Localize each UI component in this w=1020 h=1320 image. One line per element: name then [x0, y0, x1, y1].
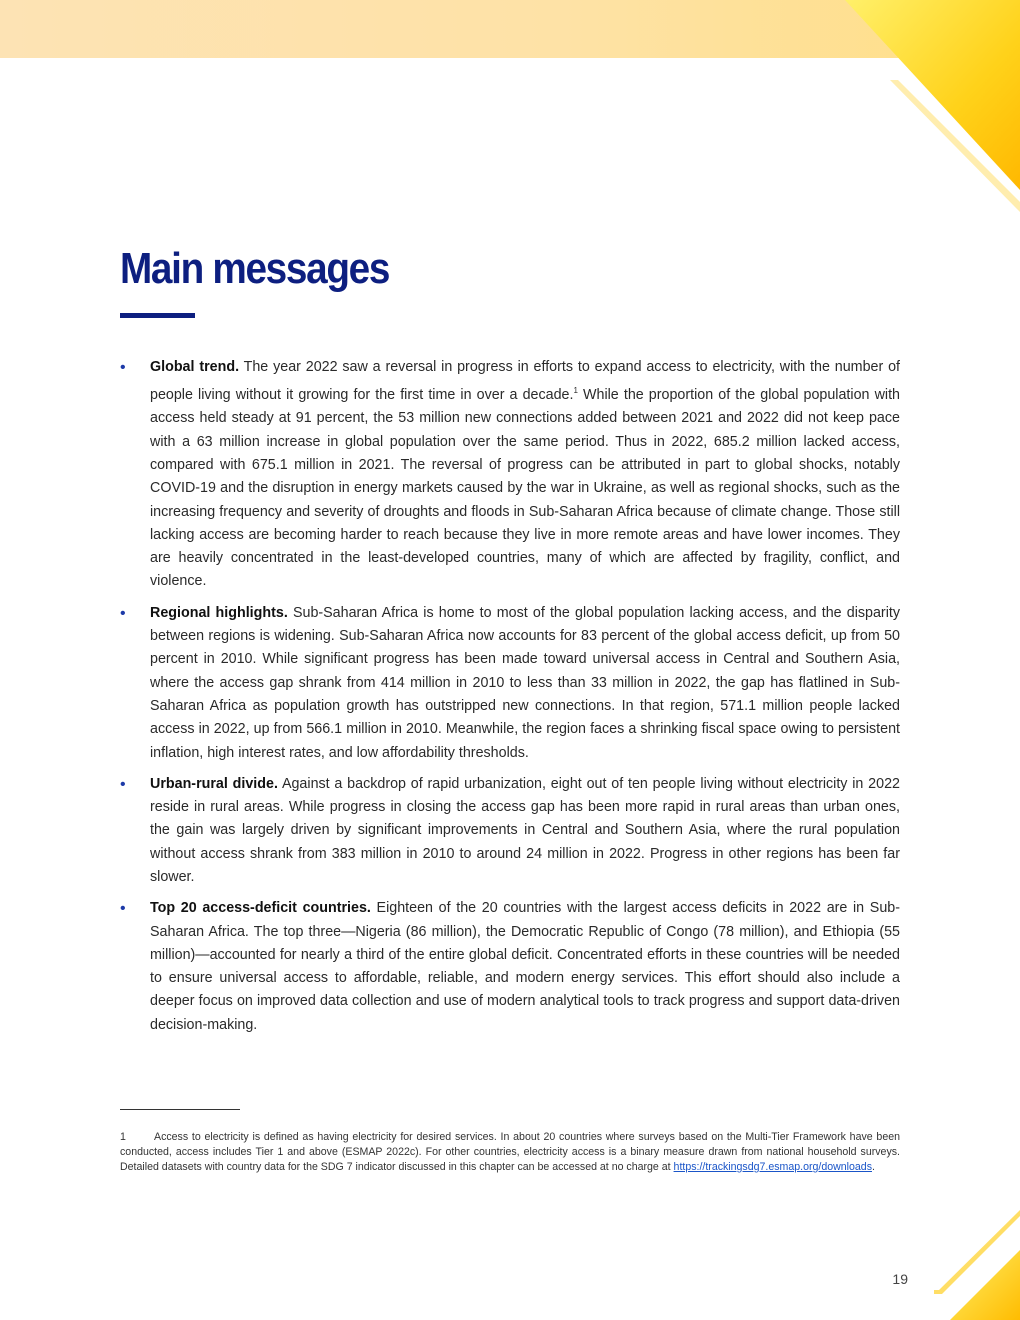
list-item [120, 356, 900, 594]
bullet-icon: • [120, 775, 126, 793]
page-number: 19 [892, 1271, 908, 1287]
list-item [120, 897, 900, 1037]
list-item [120, 602, 900, 765]
item-text: Against a backdrop of rapid urbanization, eight out of ten people living without electricity in 2022 reside in rural areas. While progress in closing the access gap has been more rapid in rural areas than urban ones, the gain was largely driven by significant improvements in Central and Southern Asia, where the rural population without access shrank from 383 million in 2010 to around 24 million in 2022. Progress in other regions has been far slower. [150, 775, 900, 885]
page-title: Main messages [120, 244, 390, 293]
item-text: Eighteen of the 20 countries with the largest access deficits in 2022 are in Sub-Saharan Africa. The top three—Nigeria (86 million), the Democratic Republic of Congo (78 million), and Ethiopia (55 million)—accounted for nearly a third of the entire global deficit. Concentrated efforts in these countries will be needed to ensure universal access to affordable, reliable, and modern energy services. This effort should also include a deeper focus on improved data collection and use of modern analytical tools to track progress and support data-driven decision-making. [150, 900, 900, 1033]
corner-decoration [820, 0, 1020, 220]
footnote-divider [120, 1109, 240, 1110]
footnote-number: 1 [120, 1131, 126, 1143]
list-item [120, 773, 900, 889]
item-text: The year 2022 saw a reversal in progress in efforts to expand access to electricity, with the number of people living without it growing for the first time in over a decade. [150, 359, 900, 404]
item-text: While the proportion of the global population with access held steady at 91 percent, the 53 million new connections added between 2021 and 2022 did not keep pace with a 63 million increase in global population over the same period. Thus in 2022, 685.2 million lacked access, compared with 675.1 million in 2021. The reversal of progress can be attributed in part to global shocks, notably COVID-19 and the disruption in energy markets caused by the war in Ukraine, as well as regional shocks, such as the increasing frequency and severity of droughts and floods in Sub-Saharan Africa because of climate change. Those still lacking access are becoming harder to reach because they live in more remote areas and have lower incomes. They are heavily concentrated in the least-developed countries, many of which are affected by fragility, conflict, and violence. [150, 387, 900, 590]
downloads-link[interactable]: https://trackingsdg7.esmap.org/downloads [673, 1161, 872, 1173]
footnote [120, 1130, 900, 1175]
item-lead: Global trend. [150, 359, 240, 375]
item-lead: Urban-rural divide. [150, 775, 278, 792]
corner-decoration-bottom [930, 1210, 1020, 1320]
item-lead: Regional highlights. [150, 604, 288, 621]
footnote-text: Access to electricity is defined as having electricity for desired services. In about 20 countries where surveys based on the Multi-Tier Framework have been conducted, access includes Tier 1 and above (ESMAP 2022c). For other countries, electricity access is a binary measure drawn from national household surveys. Detailed datasets with country data for the SDG 7 indicator discussed in this chapter can be accessed at no charge at [120, 1131, 900, 1173]
main-messages-list [120, 356, 900, 1045]
bullet-icon: • [120, 900, 126, 918]
footnote-end: . [872, 1161, 875, 1173]
footnote-ref[interactable]: 1 [573, 386, 578, 396]
item-lead: Top 20 access-deficit countries. [150, 900, 371, 917]
bullet-icon: • [120, 604, 126, 622]
title-underline [120, 313, 195, 318]
bullet-icon: • [120, 359, 126, 376]
item-text: Sub-Saharan Africa is home to most of the global population lacking access, and the disparity between regions is widening. Sub-Saharan Africa now accounts for 83 percent of the global access deficit, up from 50 percent in 2010. While significant progress has been made toward universal access in Central and Southern Asia, where the access gap shrank from 414 million in 2010 to less than 33 million in 2022, the gap has flatlined in Sub-Saharan Africa as population growth has outstripped new connections. In that region, 571.1 million people lacked access in 2022, up from 566.1 million in 2010. Meanwhile, the region faces a shrinking fiscal space owing to persistent inflation, high interest rates, and low affordability thresholds. [150, 604, 900, 761]
